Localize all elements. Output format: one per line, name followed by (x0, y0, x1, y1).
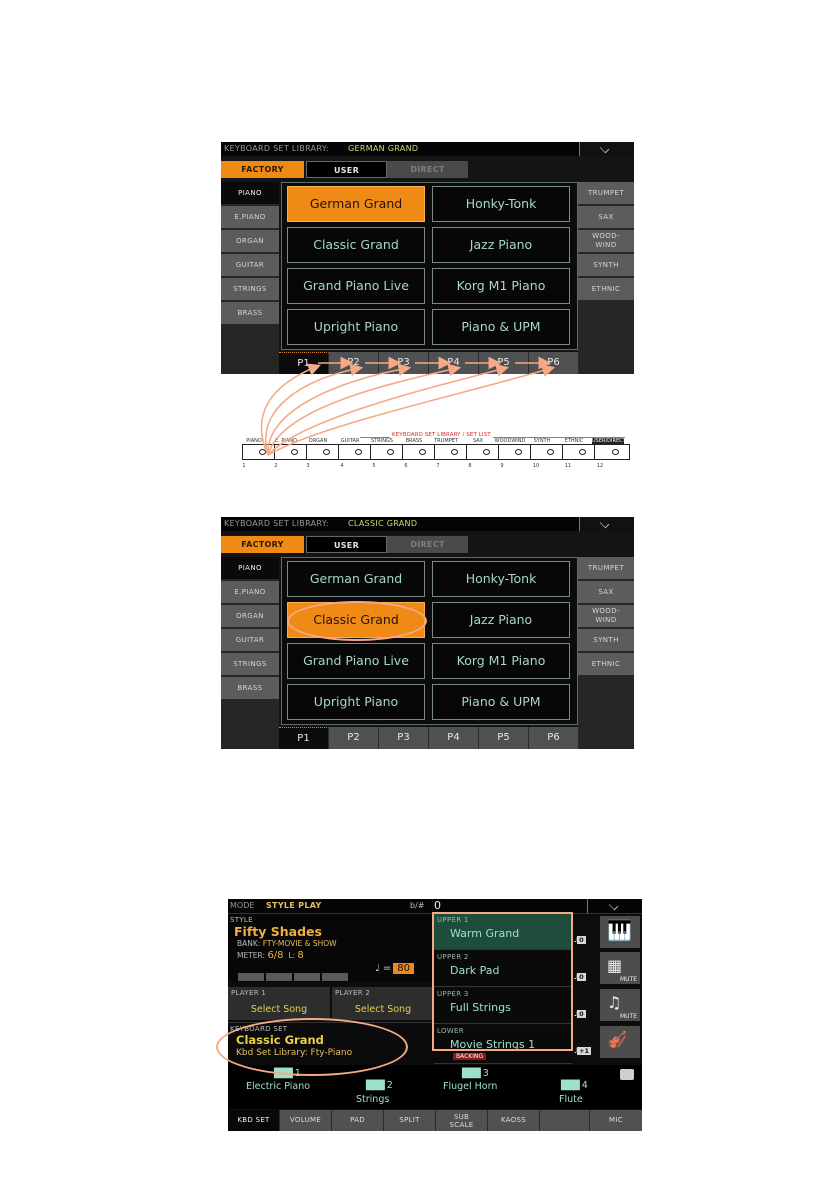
beat-indicator (238, 966, 350, 985)
style-label: STYLE (230, 916, 253, 924)
panel-number: 10 (532, 463, 540, 469)
panel-label: SAX (472, 438, 484, 444)
category-tab-brass[interactable]: BRASS (221, 302, 279, 324)
sound-button[interactable]: Grand Piano Live (287, 643, 425, 679)
sound-button[interactable]: Piano & UPM (432, 684, 570, 720)
octave-value: 0 (579, 973, 584, 981)
keyboard-set-label: KEYBOARD SET (230, 1025, 288, 1033)
category-tab-trumpet[interactable]: TRUMPET (578, 182, 634, 204)
sound-button[interactable]: Grand Piano Live (287, 268, 425, 304)
category-tab-woodwind[interactable]: WOOD- WIND (578, 605, 634, 627)
note-icon: ♩ (574, 973, 578, 981)
panel-number: 1 (242, 463, 246, 469)
sound-button[interactable]: Piano & UPM (432, 309, 570, 345)
note-icon: ♩ (574, 1010, 578, 1018)
control-number: 4 (581, 1080, 588, 1091)
panel-number: 5 (372, 463, 376, 469)
category-tabs-left (221, 557, 279, 701)
note-icon: ♩ (574, 936, 578, 944)
tempo-value[interactable]: 80 (393, 963, 414, 974)
keyboard-icon: ███ (366, 1081, 384, 1091)
keyboard-set-library-screen (221, 517, 634, 749)
category-tab-trumpet[interactable]: TRUMPET (578, 557, 634, 579)
page-tabs (279, 727, 579, 749)
page-menu-button[interactable] (579, 517, 634, 531)
category-tab-organ[interactable]: ORGAN (221, 230, 279, 252)
page-tab-p2[interactable]: P2 (329, 727, 379, 749)
tab-mic[interactable]: MIC (590, 1110, 642, 1131)
title-bar (221, 517, 634, 531)
category-tabs-right (578, 557, 634, 749)
panel-label: ETHNIC (564, 438, 584, 444)
transpose-label: b/# (410, 901, 425, 910)
panel-label: TRUMPET (434, 438, 458, 444)
mode-label: MODE (230, 901, 255, 910)
style-area[interactable] (228, 914, 434, 982)
tab-empty (540, 1110, 590, 1131)
bank-tab-direct[interactable]: DIRECT (387, 161, 468, 178)
track-instrument-upper-1[interactable] (600, 916, 640, 948)
category-tab-guitar[interactable]: GUITAR (221, 629, 279, 651)
player-1[interactable] (228, 987, 330, 1020)
screen-title-value: GERMAN GRAND (348, 144, 419, 153)
category-tab-synth[interactable]: SYNTH (578, 254, 634, 276)
control-number: 1 (294, 1068, 301, 1079)
control-sound[interactable]: Flugel Horn (443, 1081, 498, 1092)
octave-value: +1 (579, 1047, 590, 1055)
page-tab-p2[interactable]: P2 (329, 352, 379, 374)
track-instrument-upper-3[interactable] (600, 989, 640, 1021)
panel-section-title: KEYBOARD SET LIBRARY / SET LIST (392, 432, 491, 438)
category-tab-strings[interactable]: STRINGS (221, 653, 279, 675)
tab-kaoss[interactable]: KAOSS (488, 1110, 540, 1131)
page-tab-p5[interactable]: P5 (479, 727, 529, 749)
sound-button[interactable]: Honky-Tonk (432, 186, 570, 222)
panel-label: BRASS (405, 438, 423, 444)
lock-icon[interactable] (620, 1069, 634, 1080)
sound-button[interactable]: Classic Grand (287, 602, 425, 638)
category-tab-strings[interactable]: STRINGS (221, 278, 279, 300)
meter-label: METER: (237, 951, 266, 960)
mode-value: STYLE PLAY (266, 901, 322, 910)
sound-button[interactable]: Korg M1 Piano (432, 643, 570, 679)
bank-tab-direct[interactable]: DIRECT (387, 536, 468, 553)
tempo-symbol: ♩ = (375, 963, 392, 974)
panel-number: 7 (436, 463, 440, 469)
sound-button[interactable]: Classic Grand (287, 227, 425, 263)
tab-pad[interactable]: PAD (332, 1110, 384, 1131)
player-2[interactable] (332, 987, 434, 1020)
category-tab-piano[interactable]: PIANO (221, 182, 279, 204)
panel-number: 3 (306, 463, 310, 469)
track-instrument-lower[interactable] (600, 1026, 640, 1058)
keyboard-icon: ███ (274, 1069, 292, 1079)
bank-value: FTY-MOVIE & SHOW (262, 939, 337, 948)
category-tab-guitar[interactable]: GUITAR (221, 254, 279, 276)
track-label: UPPER 3 (437, 990, 469, 998)
mute-label: MUTE (619, 1013, 637, 1020)
category-tab-e-piano[interactable]: E.PIANO (221, 581, 279, 603)
panel-label: PIANO (246, 438, 262, 444)
page-tab-p6[interactable]: P6 (529, 352, 579, 374)
sound-button[interactable]: Jazz Piano (432, 602, 570, 638)
panel-label: SYNTH (533, 438, 551, 444)
panel-label: E. PIANO (275, 438, 297, 444)
track-sound: Dark Pad (450, 964, 500, 977)
page-menu-button[interactable] (587, 899, 642, 913)
track-sound: Full Strings (450, 1001, 511, 1014)
track-label: UPPER 2 (437, 953, 469, 961)
page-tab-p1[interactable]: P1 (279, 352, 329, 374)
octave-value: 0 (579, 1010, 584, 1018)
panel-number: 6 (404, 463, 408, 469)
sound-grid (281, 557, 578, 725)
tab-volume[interactable]: VOLUME (280, 1110, 332, 1131)
panel-number: 11 (564, 463, 572, 469)
page-tab-p5[interactable]: P5 (479, 352, 529, 374)
highlight-frame (432, 912, 573, 1051)
panel-label: GUITAR (340, 438, 360, 444)
transpose-value[interactable]: 0 (434, 899, 441, 912)
track-label: LOWER (437, 1027, 464, 1035)
note-icon: ♩ (574, 1047, 578, 1055)
sound-button[interactable]: Upright Piano (287, 309, 425, 345)
style-name: Fifty Shades (234, 924, 322, 939)
player-song: Select Song (250, 1004, 308, 1015)
bottom-tabs (228, 1110, 642, 1131)
annotation-arrows (0, 0, 840, 480)
page-tab-p3[interactable]: P3 (379, 727, 429, 749)
chevron-down-icon (600, 519, 610, 529)
control-sound[interactable]: Flute (559, 1094, 583, 1105)
panel-number: 8 (468, 463, 472, 469)
meter-value: 6/8 (267, 950, 284, 961)
category-tab-brass[interactable]: BRASS (221, 677, 279, 699)
category-tab-ethnic[interactable]: ETHNIC (578, 278, 634, 300)
category-tab-piano[interactable]: PIANO (221, 557, 279, 579)
track-sound: Movie Strings 1 (450, 1038, 536, 1051)
panel-label: STRINGS (371, 438, 393, 444)
control-number: 3 (482, 1068, 489, 1079)
screen-title-label: KEYBOARD SET LIBRARY: (224, 519, 329, 528)
category-tab-synth[interactable]: SYNTH (578, 629, 634, 651)
bank-tab-factory[interactable]: FACTORY (221, 161, 304, 178)
chevron-down-icon (609, 901, 619, 911)
player-song: Select Song (354, 1004, 412, 1015)
strings-icon: ♫ (607, 993, 622, 1012)
panel-label: ORGAN (308, 438, 328, 444)
sound-button[interactable]: Jazz Piano (432, 227, 570, 263)
bank-tab-user[interactable]: USER (306, 536, 387, 553)
tab-kbd-set[interactable]: KBD SET (228, 1110, 280, 1131)
page-tab-p1[interactable]: P1 (279, 727, 329, 749)
panel-number: 2 (274, 463, 278, 469)
grand-piano-icon: 🎹 (607, 918, 632, 942)
player-label: PLAYER 2 (335, 989, 371, 997)
sound-button[interactable]: Korg M1 Piano (432, 268, 570, 304)
category-tab-e-piano[interactable]: E.PIANO (221, 206, 279, 228)
screen-title-label: KEYBOARD SET LIBRARY: (224, 144, 329, 153)
bank-label: BANK: (237, 939, 261, 948)
panel-label: WOODWIND (494, 438, 526, 444)
octave-value: 0 (579, 936, 584, 944)
tab-sub-scale[interactable]: SUB SCALE (436, 1110, 488, 1131)
panel-number: 4 (340, 463, 344, 469)
keyboard-icon: ███ (561, 1081, 579, 1091)
sound-button[interactable]: Honky-Tonk (432, 561, 570, 597)
keyboard-set-name: Classic Grand (236, 1033, 324, 1047)
category-tab-ethnic[interactable]: ETHNIC (578, 653, 634, 675)
control-sound[interactable]: Electric Piano (246, 1081, 311, 1092)
violin-icon: 🎻 (607, 1030, 627, 1049)
control-number: 2 (386, 1080, 393, 1091)
highlight-ellipse (216, 1018, 408, 1076)
track-instrument-upper-2[interactable] (600, 952, 640, 984)
category-tab-sax[interactable]: SAX (578, 581, 634, 603)
page-tab-p3[interactable]: P3 (379, 352, 429, 374)
category-tab-woodwind[interactable]: WOOD- WIND (578, 230, 634, 252)
bank-tab-factory[interactable]: FACTORY (221, 536, 304, 553)
page-tab-p4[interactable]: P4 (429, 352, 479, 374)
player-label: PLAYER 1 (231, 989, 267, 997)
length-value: 8 (297, 950, 304, 961)
sound-button[interactable]: German Grand (287, 186, 425, 222)
page-tab-p6[interactable]: P6 (529, 727, 579, 749)
tab-split[interactable]: SPLIT (384, 1110, 436, 1131)
track-sound: Warm Grand (450, 927, 520, 940)
mute-label: MUTE (619, 976, 637, 983)
synth-keyboard-icon: ▦ (607, 956, 623, 975)
keyboard-set-library: Kbd Set Library: Fty-Piano (236, 1048, 353, 1058)
length-label: L: (288, 951, 296, 960)
bank-tab-user[interactable]: USER (306, 161, 387, 178)
highlight-ellipse (287, 601, 427, 641)
category-tab-organ[interactable]: ORGAN (221, 605, 279, 627)
control-sound[interactable]: Strings (356, 1094, 390, 1105)
panel-number: 9 (500, 463, 504, 469)
category-tab-sax[interactable]: SAX (578, 206, 634, 228)
keyboard-icon: ███ (462, 1069, 480, 1079)
sound-button[interactable]: German Grand (287, 561, 425, 597)
track-label: UPPER 1 (437, 916, 469, 924)
screen-title-value: CLASSIC GRAND (348, 519, 418, 528)
panel-label: USER/DIRECT (592, 438, 626, 444)
panel-number: 12 (596, 463, 604, 469)
backing-badge: BACKING (453, 1053, 486, 1060)
page-tab-p4[interactable]: P4 (429, 727, 479, 749)
track-controls (574, 914, 642, 1064)
sound-button[interactable]: Upright Piano (287, 684, 425, 720)
